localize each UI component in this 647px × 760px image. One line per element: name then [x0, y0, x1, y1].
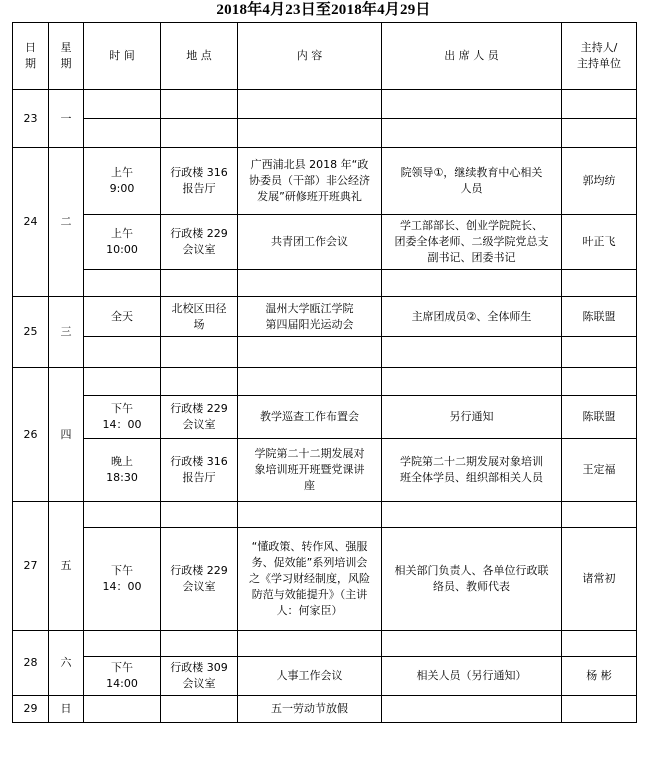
header-attendees: 出 席 人 员 [382, 23, 562, 90]
time-cell [84, 696, 161, 723]
schedule-row [13, 502, 637, 528]
content-cell: 人事工作会议 [238, 657, 382, 696]
host-cell [562, 270, 637, 297]
schedule-row [13, 119, 637, 148]
schedule-row [13, 215, 637, 270]
host-cell [562, 696, 637, 723]
date-cell: 25 [13, 297, 49, 368]
time-cell [84, 270, 161, 297]
schedule-row [13, 631, 637, 657]
time-cell: 下午 14：00 [84, 396, 161, 439]
content-cell [238, 631, 382, 657]
time-cell: 下午 14:00 [84, 657, 161, 696]
weekday-cell: 一 [49, 90, 84, 148]
attendees-cell [382, 119, 562, 148]
place-cell: 行政楼 229 会议室 [161, 396, 238, 439]
schedule-row [13, 297, 637, 337]
host-cell: 陈联盟 [562, 297, 637, 337]
attendees-cell: 相关部门负责人、各单位行政联 络员、教师代表 [382, 528, 562, 631]
host-cell: 王定福 [562, 439, 637, 502]
schedule-row [13, 439, 637, 502]
time-cell: 下午 14：00 [84, 528, 161, 631]
date-cell: 23 [13, 90, 49, 148]
place-cell: 行政楼 316 报告厅 [161, 148, 238, 215]
header-date: 日 期 [13, 23, 49, 90]
host-cell [562, 502, 637, 528]
schedule-table [12, 22, 637, 723]
header-content: 内 容 [238, 23, 382, 90]
place-cell: 行政楼 316 报告厅 [161, 439, 238, 502]
attendees-cell [382, 368, 562, 396]
weekday-cell: 五 [49, 502, 84, 631]
time-cell: 晚上 18:30 [84, 439, 161, 502]
date-cell: 28 [13, 631, 49, 696]
place-cell [161, 502, 238, 528]
place-cell [161, 337, 238, 368]
holiday-row [13, 696, 637, 723]
weekday-cell: 六 [49, 631, 84, 696]
header-host: 主持人/ 主持单位 [562, 23, 637, 90]
date-cell: 27 [13, 502, 49, 631]
host-cell: 诸常初 [562, 528, 637, 631]
date-cell: 29 [13, 696, 49, 723]
time-cell [84, 368, 161, 396]
content-cell [238, 502, 382, 528]
time-cell [84, 337, 161, 368]
time-cell: 上午 10:00 [84, 215, 161, 270]
schedule-row [13, 396, 637, 439]
place-cell: 行政楼 229 会议室 [161, 215, 238, 270]
weekday-cell: 日 [49, 696, 84, 723]
host-cell [562, 119, 637, 148]
content-cell [238, 90, 382, 119]
time-cell: 全天 [84, 297, 161, 337]
date-cell: 24 [13, 148, 49, 297]
host-cell: 郭均纺 [562, 148, 637, 215]
schedule-row [13, 270, 637, 297]
place-cell [161, 119, 238, 148]
host-cell [562, 90, 637, 119]
time-cell [84, 631, 161, 657]
schedule-title: 2018年4月23日至2018年4月29日 [216, 2, 431, 18]
content-cell [238, 337, 382, 368]
host-cell [562, 337, 637, 368]
host-cell [562, 631, 637, 657]
time-cell: 上午 9:00 [84, 148, 161, 215]
place-cell [161, 270, 238, 297]
attendees-cell: 院领导①，继续教育中心相关 人员 [382, 148, 562, 215]
content-cell: 学院第二十二期发展对 象培训班开班暨党课讲 座 [238, 439, 382, 502]
attendees-cell: 另行通知 [382, 396, 562, 439]
attendees-cell [382, 90, 562, 119]
content-cell: 共青团工作会议 [238, 215, 382, 270]
schedule-row [13, 90, 637, 119]
weekday-cell: 二 [49, 148, 84, 297]
host-cell: 叶正飞 [562, 215, 637, 270]
place-cell [161, 631, 238, 657]
time-cell [84, 502, 161, 528]
weekday-cell: 四 [49, 368, 84, 502]
attendees-cell [382, 502, 562, 528]
header-place: 地 点 [161, 23, 238, 90]
attendees-cell: 主席团成员②、全体师生 [382, 297, 562, 337]
place-cell: 北校区田径 场 [161, 297, 238, 337]
host-cell: 杨 彬 [562, 657, 637, 696]
time-cell [84, 90, 161, 119]
attendees-cell [382, 270, 562, 297]
header-time: 时 间 [84, 23, 161, 90]
attendees-cell [382, 337, 562, 368]
schedule-row [13, 148, 637, 215]
schedule-row [13, 528, 637, 631]
host-cell: 陈联盟 [562, 396, 637, 439]
holiday-content-cell: 五一劳动节放假 [238, 696, 382, 723]
content-cell [238, 368, 382, 396]
host-cell [562, 368, 637, 396]
place-cell [161, 368, 238, 396]
time-cell [84, 119, 161, 148]
weekday-cell: 三 [49, 297, 84, 368]
content-cell [238, 119, 382, 148]
place-cell [161, 90, 238, 119]
place-cell: 行政楼 229 会议室 [161, 528, 238, 631]
place-cell [161, 696, 238, 723]
content-cell [238, 270, 382, 297]
content-cell: 教学巡查工作布置会 [238, 396, 382, 439]
place-cell: 行政楼 309 会议室 [161, 657, 238, 696]
attendees-cell: 学工部部长、创业学院院长、 团委全体老师、二级学院党总支 副书记、团委书记 [382, 215, 562, 270]
schedule-row [13, 657, 637, 696]
date-cell: 26 [13, 368, 49, 502]
header-row [13, 23, 637, 90]
attendees-cell: 学院第二十二期发展对象培训 班全体学员、组织部相关人员 [382, 439, 562, 502]
attendees-cell [382, 696, 562, 723]
content-cell: 广西浦北县 2018 年“政 协委员（干部）非公经济 发展”研修班开班典礼 [238, 148, 382, 215]
attendees-cell [382, 631, 562, 657]
schedule-row [13, 337, 637, 368]
header-weekday: 星 期 [49, 23, 84, 90]
attendees-cell: 相关人员（另行通知） [382, 657, 562, 696]
content-cell: 温州大学瓯江学院 第四届阳光运动会 [238, 297, 382, 337]
content-cell: “懂政策、转作风、强服 务、促效能”系列培训会 之《学习财经制度，风险 防范与效能提升》（主讲 人：何家臣） [238, 528, 382, 631]
schedule-row [13, 368, 637, 396]
